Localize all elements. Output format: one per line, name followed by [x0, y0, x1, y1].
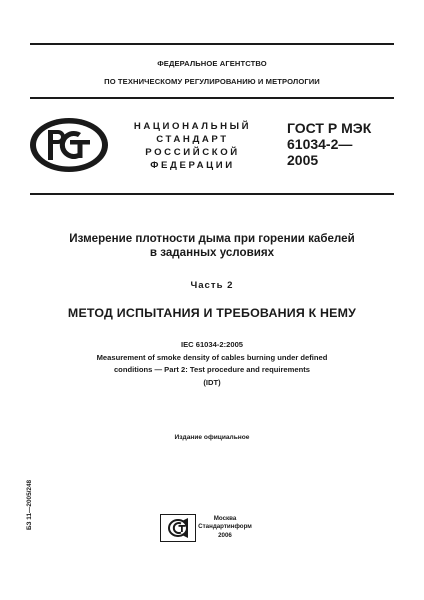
- imprint-year: 2006: [218, 531, 232, 539]
- document-title-line-2: в заданных условиях: [149, 246, 275, 259]
- header-rule: [30, 97, 394, 99]
- agency-name-line-2: ПО ТЕХНИЧЕСКОМУ РЕГУЛИРОВАНИЮ И МЕТРОЛОГИИ: [104, 77, 320, 86]
- part-label: Часть 2: [190, 280, 234, 291]
- document-title: [0, 232, 424, 260]
- rst-logo: [28, 116, 110, 174]
- standard-type-line-4: ФЕДЕРАЦИИ: [150, 160, 235, 171]
- top-rule: [30, 43, 394, 45]
- imprint-city: Москва: [213, 515, 237, 522]
- standard-type-line-1: НАЦИОНАЛЬНЫЙ: [133, 121, 252, 132]
- standard-number-line-2: 61034-2—: [287, 136, 353, 152]
- standard-number-line-3: 2005: [287, 152, 319, 168]
- document-title-line-1: Измерение плотности дыма при горении кабелей: [69, 232, 355, 245]
- english-title-line-1: Measurement of smoke density of cables burning under defined: [96, 352, 328, 362]
- standard-type-line-3: РОССИЙСКОЙ: [145, 147, 240, 158]
- rst-logo-icon: [28, 116, 110, 174]
- english-title-block: [30, 339, 394, 389]
- publisher-logo-icon: [160, 514, 196, 542]
- standard-type: [130, 120, 255, 172]
- english-title-line-2: conditions — Part 2: Test procedure and requirements: [113, 365, 311, 375]
- standard-type-line-2: СТАНДАРТ: [156, 134, 229, 145]
- publisher-logo: [160, 514, 196, 542]
- idt-marker: (IDT): [203, 377, 221, 387]
- edition-label: Издание официальное: [174, 434, 250, 441]
- part-subtitle: МЕТОД ИСПЫТАНИЯ И ТРЕБОВАНИЯ К НЕМУ: [67, 306, 357, 320]
- agency-name-line-1: ФЕДЕРАЛЬНОЕ АГЕНТСТВО: [157, 59, 267, 68]
- side-code: БЗ 11—2005/248: [26, 479, 33, 530]
- standard-number: [287, 120, 397, 168]
- standard-number-line-1: ГОСТ Р МЭК: [287, 120, 372, 136]
- imprint: [197, 515, 253, 540]
- title-rule: [30, 193, 394, 195]
- imprint-publisher: Стандартинформ: [198, 523, 252, 531]
- iec-reference: IEC 61034-2:2005: [180, 340, 244, 349]
